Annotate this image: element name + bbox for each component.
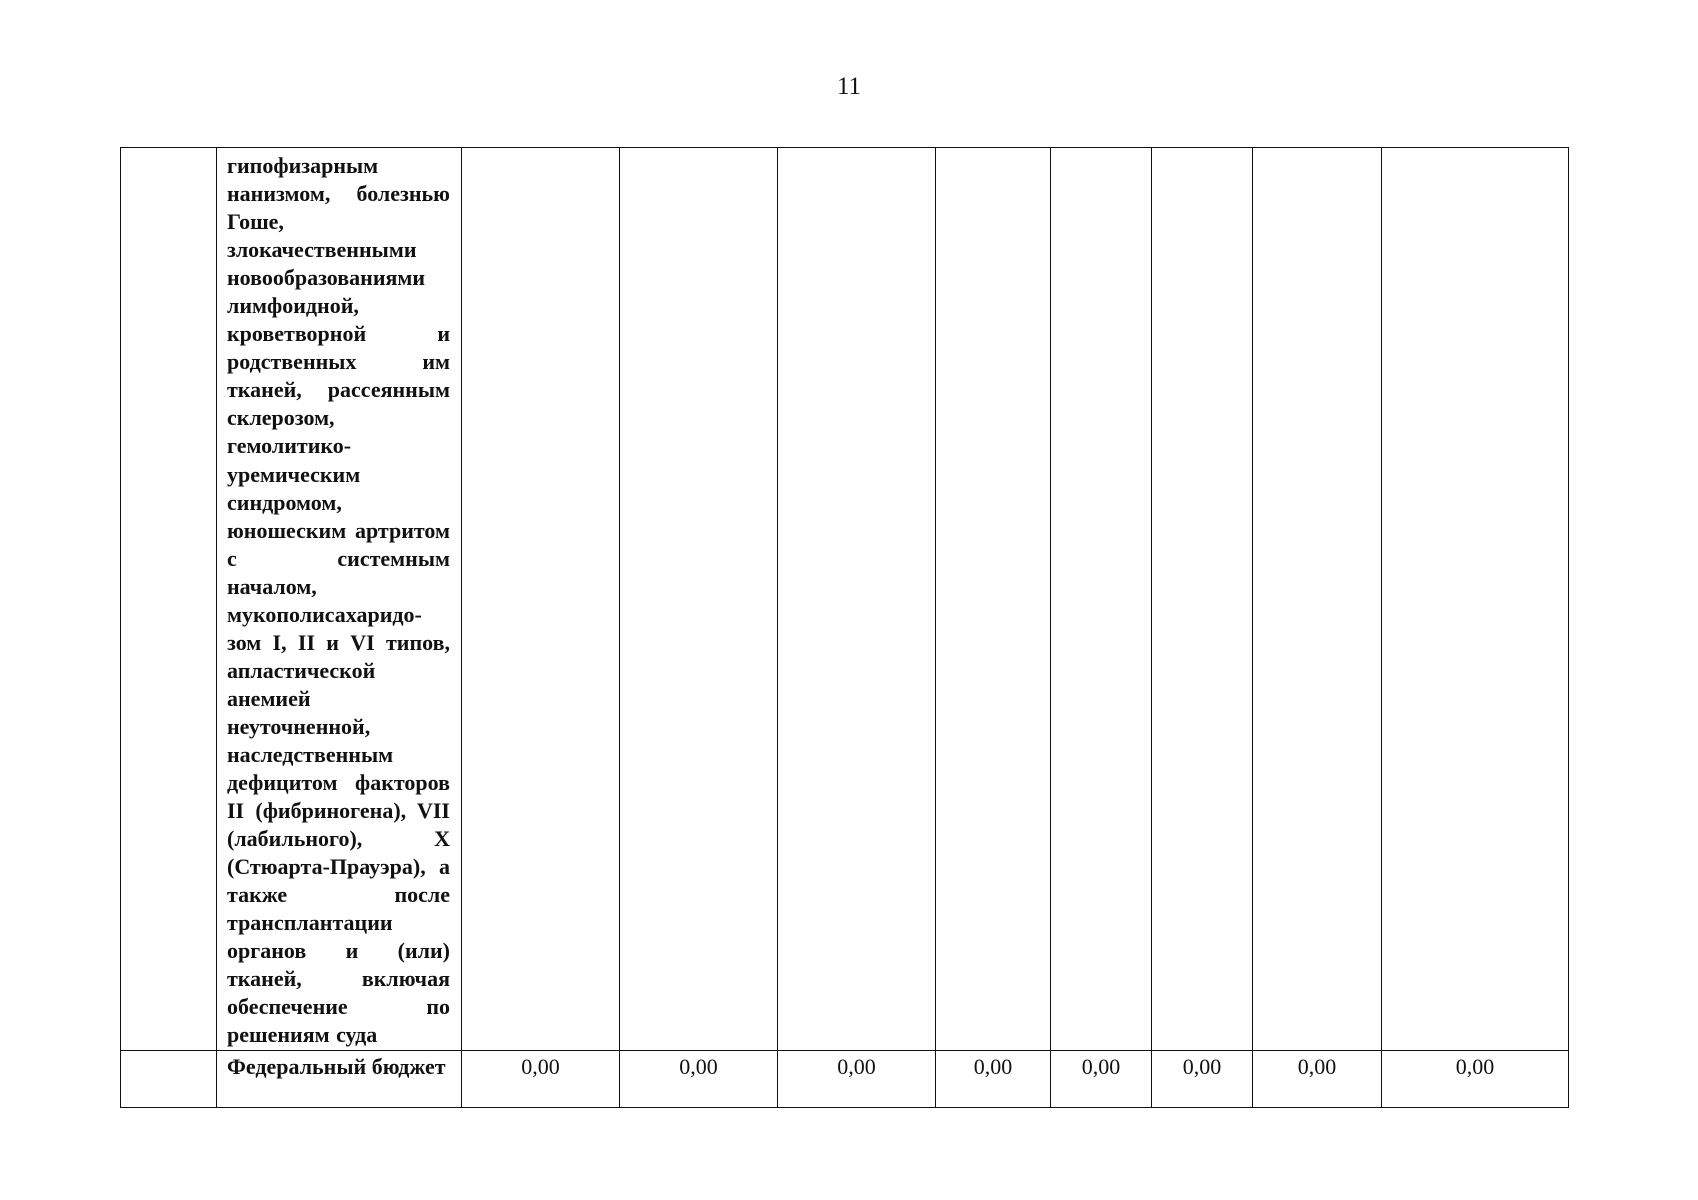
table-row	[121, 1050, 1569, 1107]
description-text: гипофизарным нанизмом, болезнью Гоше, злокачественными новообразованиями лимфоидной, кроветворной и родственных им тканей, рассеянным склерозом, гемолитико-уремическим синдромом, юношеским артритом с системным началом, мукополисахаридо-зом I, II и VI типов, апластической анемией неуточненной, наследственным дефицитом факторов II (фибриногена), VII (лабильного), X (Стюарта-Прауэра), а также после трансплантации органов и (или) тканей, включая обеспечение по решениям суда	[227, 153, 450, 1048]
budget-value: 0,00	[778, 1050, 936, 1107]
value-cell	[1253, 148, 1382, 1051]
value-cell	[1152, 148, 1253, 1051]
value-cell	[1382, 148, 1569, 1051]
budget-value: 0,00	[462, 1050, 620, 1107]
value-cell	[462, 148, 620, 1051]
value-cell	[620, 148, 778, 1051]
row-number-cell	[121, 148, 217, 1051]
page-number: 11	[836, 73, 862, 100]
budget-value: 0,00	[1051, 1050, 1152, 1107]
budget-value: 0,00	[1152, 1050, 1253, 1107]
value-cell	[778, 148, 936, 1051]
value-cell	[1051, 148, 1152, 1051]
budget-value: 0,00	[620, 1050, 778, 1107]
funding-table	[120, 147, 1569, 1108]
description-cell	[217, 148, 462, 1051]
table-row	[121, 148, 1569, 1051]
budget-source-label: Федеральный бюджет	[217, 1050, 462, 1107]
budget-value: 0,00	[1382, 1050, 1569, 1107]
value-cell	[936, 148, 1051, 1051]
row-number-cell	[121, 1050, 217, 1107]
budget-value: 0,00	[1253, 1050, 1382, 1107]
budget-value: 0,00	[936, 1050, 1051, 1107]
